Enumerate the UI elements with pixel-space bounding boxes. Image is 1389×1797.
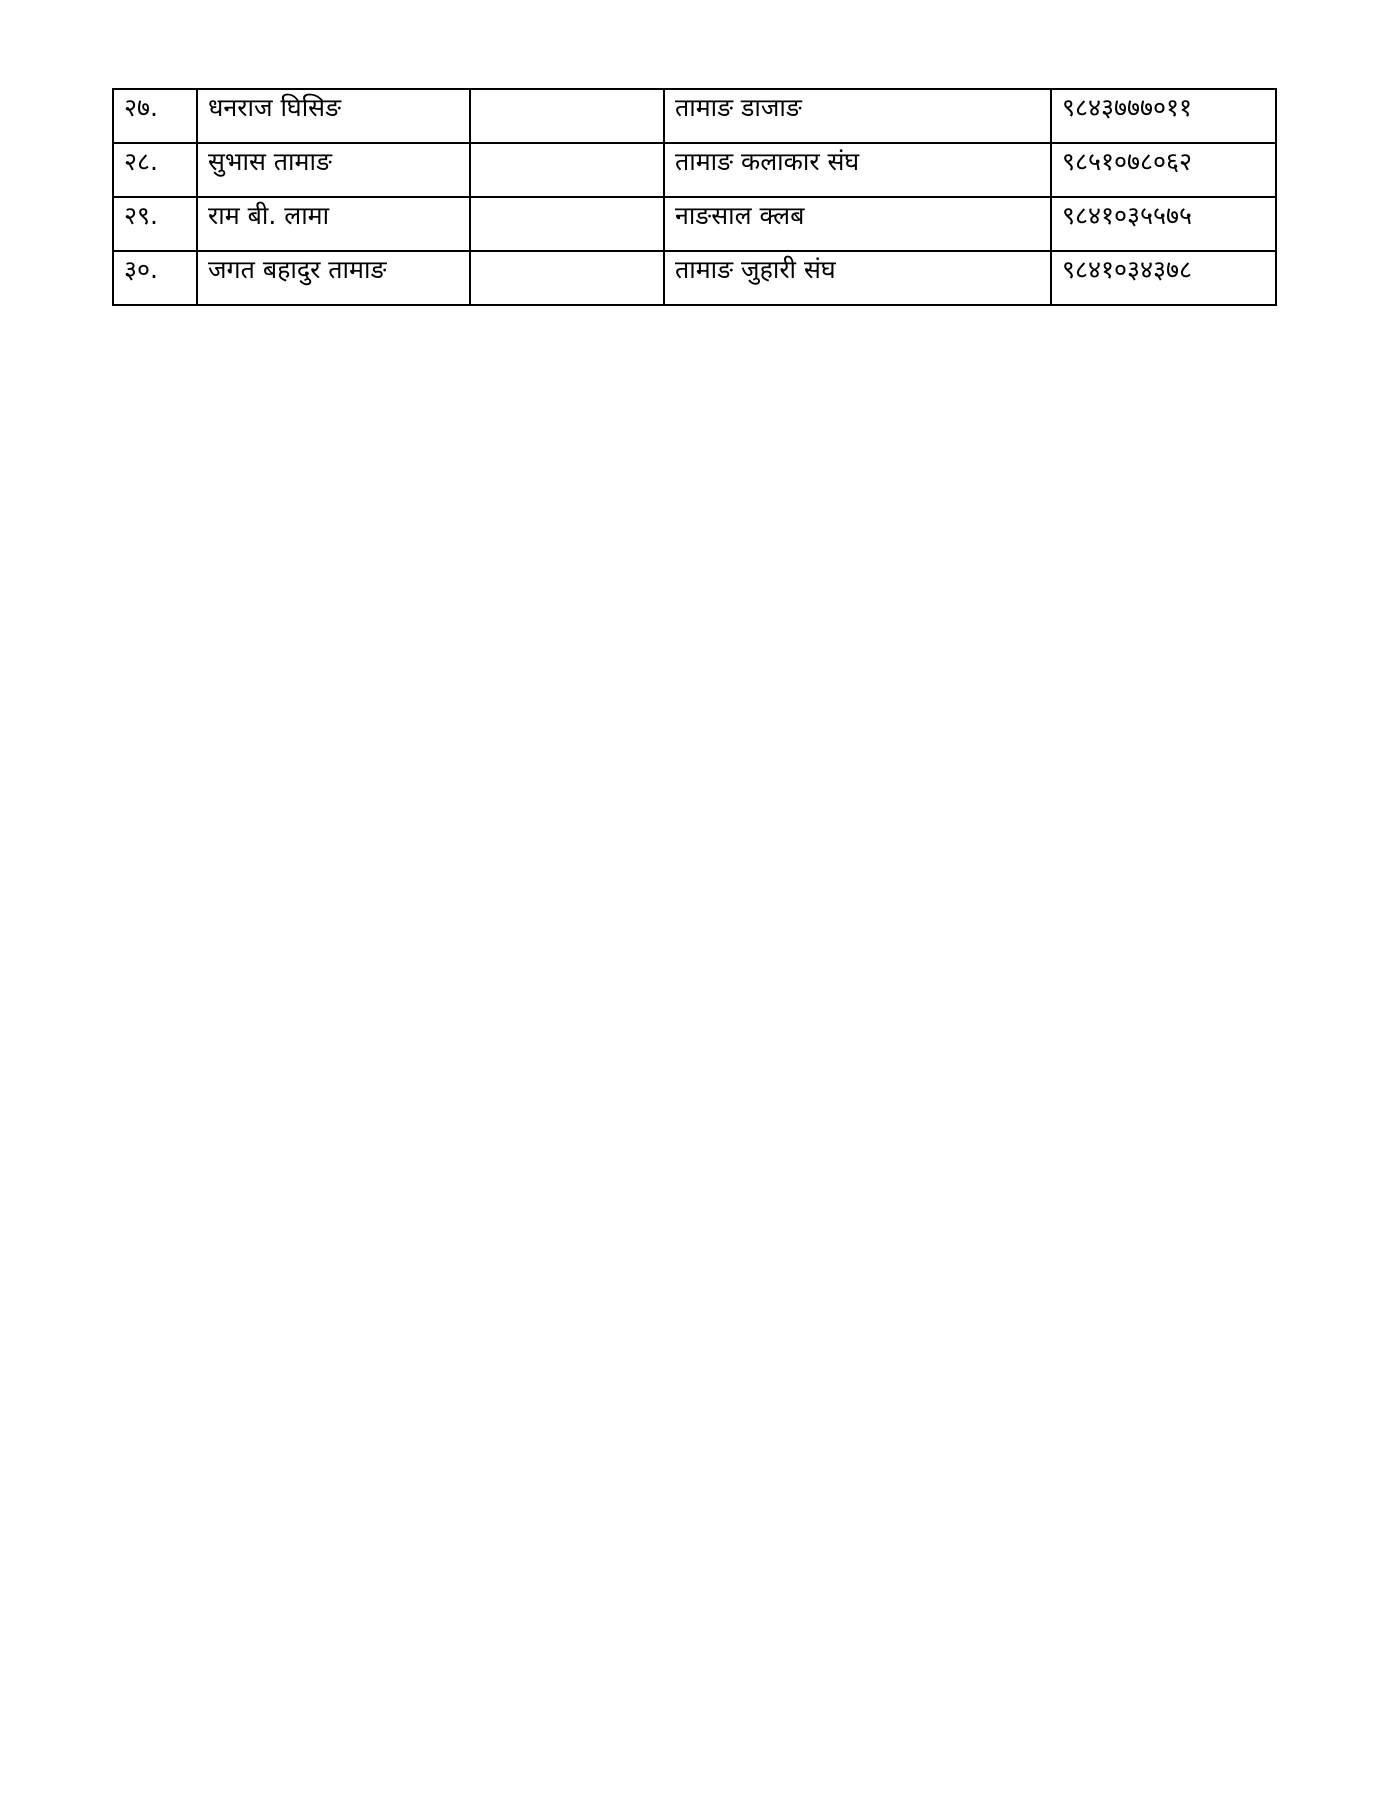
phone-cell: ९८४१०३४३७८ bbox=[1051, 251, 1276, 305]
blank-cell bbox=[470, 143, 664, 197]
table-row bbox=[113, 143, 1276, 197]
name-cell: सुभास तामाङ bbox=[197, 143, 470, 197]
serial-number-cell: ३०. bbox=[113, 251, 197, 305]
organization-cell: तामाङ जुहारी संघ bbox=[664, 251, 1051, 305]
table-row bbox=[113, 251, 1276, 305]
phone-cell: ९८५१०७८०६२ bbox=[1051, 143, 1276, 197]
blank-cell bbox=[470, 89, 664, 143]
blank-cell bbox=[470, 197, 664, 251]
organization-cell: नाङसाल क्लब bbox=[664, 197, 1051, 251]
phone-cell: ९८४३७७७०११ bbox=[1051, 89, 1276, 143]
serial-number-cell: २७. bbox=[113, 89, 197, 143]
serial-number-cell: २९. bbox=[113, 197, 197, 251]
organization-cell: तामाङ डाजाङ bbox=[664, 89, 1051, 143]
table-row bbox=[113, 89, 1276, 143]
phone-cell: ९८४१०३५५७५ bbox=[1051, 197, 1276, 251]
blank-cell bbox=[470, 251, 664, 305]
name-cell: जगत बहादुर तामाङ bbox=[197, 251, 470, 305]
member-table bbox=[112, 88, 1277, 306]
organization-cell: तामाङ कलाकार संघ bbox=[664, 143, 1051, 197]
table-row bbox=[113, 197, 1276, 251]
serial-number-cell: २८. bbox=[113, 143, 197, 197]
name-cell: राम बी. लामा bbox=[197, 197, 470, 251]
name-cell: धनराज घिसिङ bbox=[197, 89, 470, 143]
